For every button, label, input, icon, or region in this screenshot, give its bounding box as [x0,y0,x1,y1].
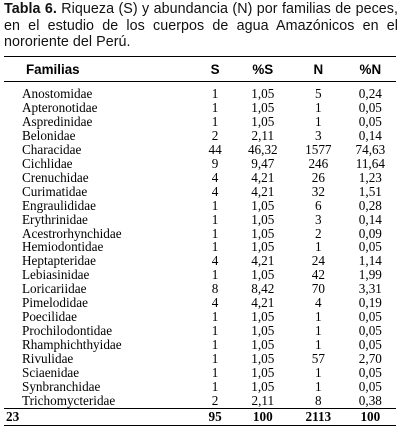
cell-n: 26 [311,169,325,185]
cell-percent-n: 0,05 [358,113,382,129]
table-row [4,268,396,282]
cell-percent-n: 0,28 [358,197,382,213]
cell-s: 44 [208,141,222,157]
cell-n: 6 [315,197,322,213]
header-s: S [197,57,234,82]
cell-n: 42 [311,267,325,283]
cell-familia: Anostomidae [22,86,93,101]
table-row [4,366,396,380]
header-percent-n: %N [345,57,396,82]
cell-percent-s: 46,32 [247,141,278,157]
cell-percent-s: 8,42 [251,281,275,297]
cell-n: 2 [315,225,322,241]
cell-percent-s: 1,05 [251,211,275,227]
cell-percent-n: 0,05 [358,379,382,395]
cell-familia: Heptapteridae [22,253,96,269]
cell-percent-s: 1,05 [251,379,275,395]
table-row [4,129,396,143]
cell-familia: Synbranchidae [22,379,101,395]
total-s: 95 [197,408,234,425]
header-percent-s: %S [234,57,292,82]
cell-familia: Apteronotidae [22,99,98,115]
table-footer [4,408,396,425]
caption-text: Riqueza (S) y abundancia (N) por familias de peces, en el estudio de los cuerpos de agua Amazónicos en el nororiente del Perú. [4,1,398,50]
table-row [4,101,396,115]
table-row [4,143,396,157]
cell-familia: Erythrinidae [22,211,88,227]
cell-n: 3 [315,127,322,143]
cell-percent-s: 4,21 [251,169,275,185]
cell-familia: Loricariidae [22,281,87,297]
cell-percent-s: 1,05 [251,365,275,381]
cell-familia: Characidae [22,141,82,157]
cell-percent-n: 11,64 [355,155,385,171]
cell-s: 1 [211,351,219,367]
cell-percent-s: 1,05 [251,239,275,255]
cell-s: 1 [211,211,219,227]
cell-s: 4 [211,253,219,269]
table-row [4,352,396,366]
caption-label: Tabla 6. [4,1,57,17]
cell-familia: Curimatidae [22,183,88,199]
header-familias: Familias [4,57,197,82]
cell-n: 70 [311,281,325,297]
table-row [4,185,396,199]
cell-familia: Aspredinidae [22,113,93,129]
total-n: 2113 [292,408,345,425]
header-row [4,57,396,82]
cell-percent-n: 1,23 [358,169,382,185]
table-row [4,380,396,394]
cell-percent-s: 4,21 [251,183,275,199]
cell-percent-s: 1,05 [251,197,275,213]
cell-percent-n: 1,14 [358,253,382,269]
cell-percent-s: 9,47 [251,155,275,171]
cell-familia: Rhamphichthyidae [22,337,122,353]
table-row [4,240,396,254]
fish-families-table [4,56,396,426]
cell-n: 1 [315,323,322,339]
cell-s: 4 [211,295,219,311]
cell-familia: Prochilodontidae [22,323,113,339]
cell-s: 1 [211,113,219,129]
cell-n: 24 [311,253,325,269]
cell-n: 1 [315,365,322,381]
table-row [4,282,396,296]
cell-percent-s: 4,21 [251,253,275,269]
cell-s: 1 [211,197,219,213]
cell-s: 2 [211,392,219,408]
cell-percent-s: 2,11 [251,127,275,143]
table-row [4,199,396,213]
cell-familia: Poecilidae [22,309,77,325]
cell-s: 1 [211,239,219,255]
cell-s: 8 [211,281,219,297]
cell-percent-s: 1,05 [251,323,275,339]
fish-families-table-container [4,56,396,426]
cell-familia: Engraulididae [22,197,96,213]
table-row [4,227,396,241]
cell-n: 8 [315,392,322,408]
cell-percent-n: 3,31 [358,281,382,297]
cell-n: 4 [315,295,322,311]
table-row [4,157,396,171]
table-header [4,57,396,82]
table-body [4,82,396,409]
cell-s: 1 [211,99,219,115]
cell-s: 4 [211,169,219,185]
table-row [4,310,396,324]
cell-n: 1 [315,309,322,325]
cell-n: 1577 [305,141,332,157]
total-percent-s: 100 [234,408,292,425]
cell-n: 1 [315,239,322,255]
cell-s: 9 [211,155,219,171]
table-row [4,324,396,338]
cell-n: 3 [315,211,322,227]
cell-familia: Crenuchidae [22,169,89,185]
cell-n: 5 [315,86,322,101]
total-familias: 23 [4,408,197,425]
cell-percent-s: 4,21 [251,295,275,311]
cell-n: 57 [311,351,325,367]
table-row [4,394,396,408]
cell-familia: Trichomycteridae [22,392,116,408]
table-row [4,213,396,227]
cell-percent-s: 1,05 [251,113,275,129]
cell-s: 1 [211,86,219,101]
header-n: N [292,57,345,82]
cell-n: 1 [315,99,322,115]
table-row [4,171,396,185]
cell-familia: Sciaenidae [22,365,80,381]
cell-percent-n: 0,09 [358,225,382,241]
cell-s: 1 [211,225,219,241]
table-row [4,338,396,352]
cell-s: 1 [211,323,219,339]
cell-s: 1 [211,309,219,325]
cell-percent-n: 0,14 [358,211,382,227]
cell-s: 4 [211,183,219,199]
cell-percent-n: 0,38 [358,392,382,408]
cell-percent-n: 0,05 [358,323,382,339]
cell-familia: Lebiasinidae [22,267,90,283]
cell-percent-s: 1,05 [251,351,275,367]
cell-n: 246 [308,155,329,171]
table-row [4,115,396,129]
cell-n: 1 [315,337,322,353]
cell-familia: Cichlidae [22,155,73,171]
cell-percent-n: 2,70 [358,351,382,367]
table-row [4,82,396,101]
cell-percent-n: 1,51 [358,183,382,199]
cell-n: 32 [311,183,325,199]
table-row [4,254,396,268]
cell-percent-n: 0,05 [358,365,382,381]
cell-percent-s: 1,05 [251,225,275,241]
cell-percent-s: 1,05 [251,309,275,325]
cell-percent-n: 0,24 [358,86,382,101]
cell-percent-s: 1,05 [251,86,275,101]
cell-percent-s: 2,11 [251,392,275,408]
cell-familia: Belonidae [22,127,76,143]
table-row [4,296,396,310]
cell-percent-n: 0,05 [358,239,382,255]
cell-familia: Rivulidae [22,351,74,367]
cell-s: 2 [211,127,219,143]
totals-row [4,408,396,425]
cell-percent-s: 1,05 [251,267,275,283]
cell-s: 1 [211,267,219,283]
cell-s: 1 [211,379,219,395]
cell-percent-n: 0,05 [358,337,382,353]
cell-percent-n: 0,14 [358,127,382,143]
cell-s: 1 [211,365,219,381]
cell-percent-n: 0,05 [358,99,382,115]
total-percent-n: 100 [345,408,396,425]
cell-familia: Acestrorhynchidae [22,225,122,241]
table-caption [4,1,398,51]
cell-n: 1 [315,113,322,129]
cell-n: 1 [315,379,322,395]
cell-percent-s: 1,05 [251,337,275,353]
cell-familia: Hemiodontidae [22,239,104,255]
cell-percent-n: 0,05 [358,309,382,325]
cell-familia: Pimelodidae [22,295,88,311]
cell-percent-n: 74,63 [355,141,386,157]
cell-s: 1 [211,337,219,353]
cell-percent-s: 1,05 [251,99,275,115]
cell-percent-n: 1,99 [358,267,382,283]
cell-percent-n: 0,19 [358,295,382,311]
